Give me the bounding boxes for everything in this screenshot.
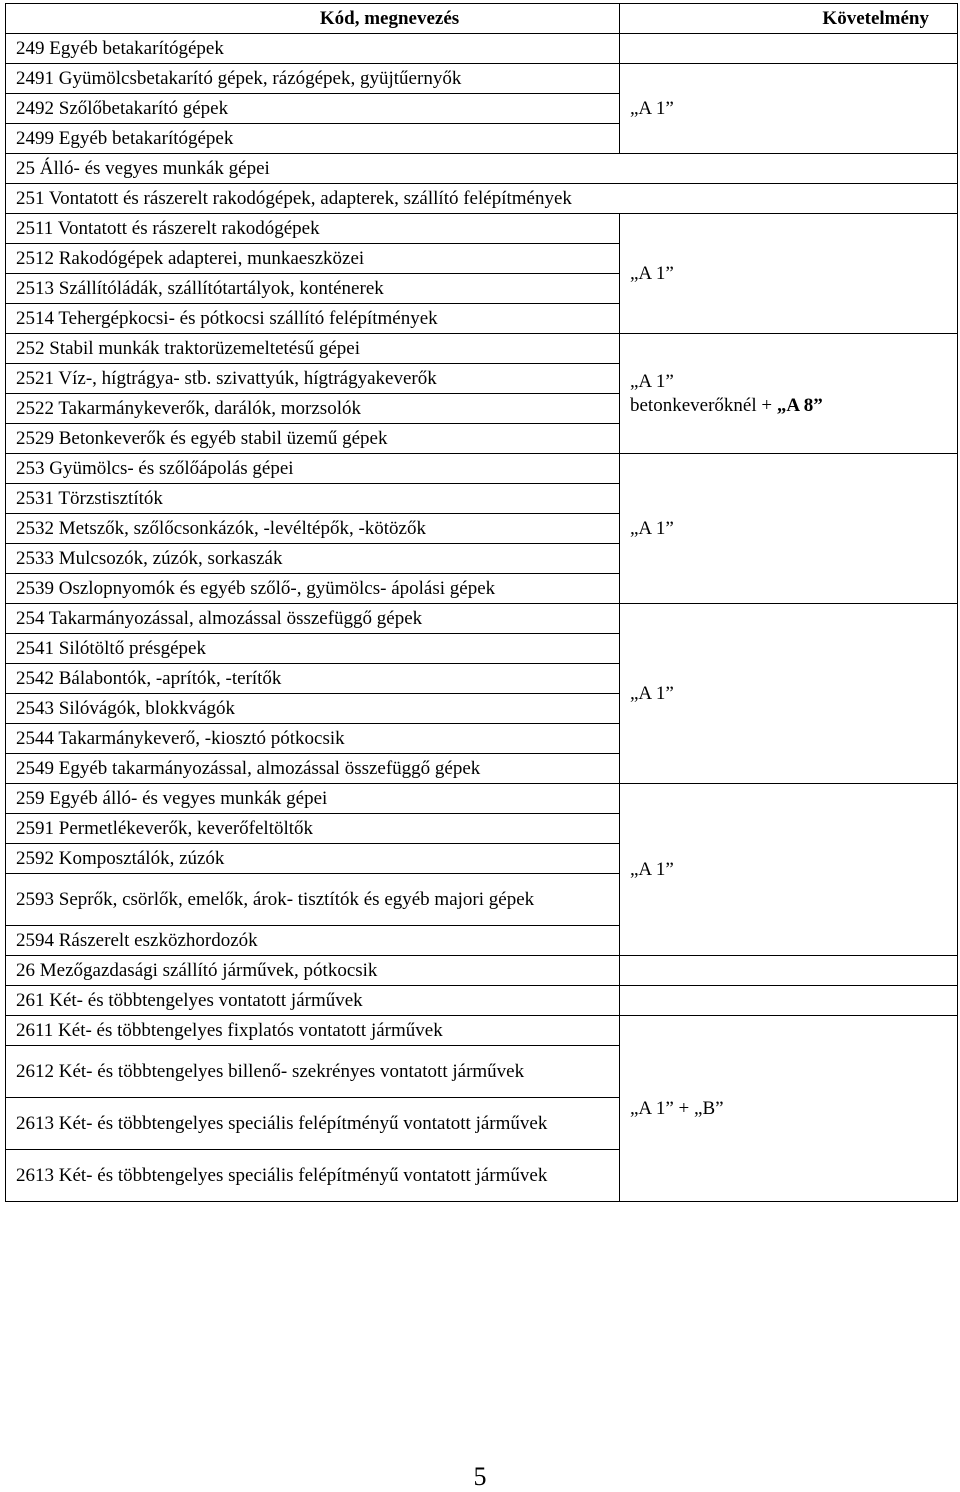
row-code-name: 254 Takarmányozással, almozással összefüggő gépek: [6, 604, 620, 634]
row-code-name: 249 Egyéb betakarítógépek: [6, 34, 620, 64]
row-code-name: 2539 Oszlopnyomók és egyéb szőlő-, gyümölcs- ápolási gépek: [6, 574, 620, 604]
row-code-name: 2549 Egyéb takarmányozással, almozással összefüggő gépek: [6, 754, 620, 784]
table-row: [6, 956, 958, 986]
row-code-name: 2533 Mulcsozók, zúzók, sorkaszák: [6, 544, 620, 574]
requirement-empty: [620, 956, 958, 986]
requirement-extra-code: „A 8”: [776, 394, 823, 416]
row-code-name: 2532 Metszők, szőlőcsonkázók, -levéltépők, -kötözők: [6, 514, 620, 544]
table-row: [6, 184, 958, 214]
requirement-main: „A 1”: [630, 370, 674, 392]
row-code-name: 2514 Tehergépkocsi- és pótkocsi szállító felépítmények: [6, 304, 620, 334]
row-code-name: 2611 Két- és többtengelyes fixplatós vontatott járművek: [6, 1016, 620, 1046]
requirement-cell: „A 1”: [620, 454, 958, 604]
table-row: [6, 214, 958, 244]
row-code-name: 2541 Silótöltő présgépek: [6, 634, 620, 664]
requirement-cell: „A 1” + „B”: [620, 1016, 958, 1202]
table-row: [6, 34, 958, 64]
row-code-name: 2592 Komposztálók, zúzók: [6, 844, 620, 874]
row-code-name: 251 Vontatott és rászerelt rakodógépek, adapterek, szállító felépítmények: [6, 184, 958, 214]
row-code-name: 2613 Két- és többtengelyes speciális felépítményű vontatott járművek: [6, 1150, 620, 1202]
requirement-empty: [620, 986, 958, 1016]
row-code-name: 2511 Vontatott és rászerelt rakodógépek: [6, 214, 620, 244]
requirement-cell: „A 1”: [620, 214, 958, 334]
row-code-name: 2491 Gyümölcsbetakarító gépek, rázógépek, gyüjtűernyők: [6, 64, 620, 94]
requirement-cell: [620, 334, 958, 454]
table-row: [6, 454, 958, 484]
page-number: 5: [473, 1462, 487, 1491]
requirement-cell: „A 1”: [620, 64, 958, 154]
row-code-name: 2612 Két- és többtengelyes billenő- szekrényes vontatott járművek: [6, 1046, 620, 1098]
row-code-name: 261 Két- és többtengelyes vontatott járművek: [6, 986, 620, 1016]
requirements-table: [5, 3, 958, 1202]
row-code-name: 2531 Törzstisztítók: [6, 484, 620, 514]
row-code-name: 2492 Szőlőbetakarító gépek: [6, 94, 620, 124]
row-code-name: 2513 Szállítóládák, szállítótartályok, konténerek: [6, 274, 620, 304]
requirement-extra-text: betonkeverőknél +: [630, 394, 777, 416]
row-code-name: 25 Álló- és vegyes munkák gépei: [6, 154, 958, 184]
row-code-name: 252 Stabil munkák traktorüzemeltetésű gépei: [6, 334, 620, 364]
row-code-name: 2591 Permetlékeverők, keverőfeltöltők: [6, 814, 620, 844]
row-code-name: 2593 Seprők, csörlők, emelők, árok- tisztítók és egyéb majori gépek: [6, 874, 620, 926]
requirement-extra: [630, 394, 951, 418]
row-code-name: 2613 Két- és többtengelyes speciális felépítményű vontatott járművek: [6, 1098, 620, 1150]
row-code-name: 2529 Betonkeverők és egyéb stabil üzemű gépek: [6, 424, 620, 454]
table-row: [6, 1016, 958, 1046]
row-code-name: 2594 Rászerelt eszközhordozók: [6, 926, 620, 956]
row-code-name: 2542 Bálabontók, -aprítók, -terítők: [6, 664, 620, 694]
header-requirement: Követelmény: [620, 4, 958, 34]
requirement-empty: [620, 34, 958, 64]
row-code-name: 2522 Takarmánykeverők, darálók, morzsolók: [6, 394, 620, 424]
row-code-name: 259 Egyéb álló- és vegyes munkák gépei: [6, 784, 620, 814]
row-code-name: 2543 Silóvágók, blokkvágók: [6, 694, 620, 724]
table-row: [6, 64, 958, 94]
table-row: [6, 604, 958, 634]
row-code-name: 253 Gyümölcs- és szőlőápolás gépei: [6, 454, 620, 484]
row-code-name: 2544 Takarmánykeverő, -kiosztó pótkocsik: [6, 724, 620, 754]
header-code-name: Kód, megnevezés: [6, 4, 620, 34]
table-row: [6, 784, 958, 814]
row-code-name: 2499 Egyéb betakarítógépek: [6, 124, 620, 154]
requirement-cell: „A 1”: [620, 784, 958, 956]
row-code-name: 26 Mezőgazdasági szállító járművek, pótkocsik: [6, 956, 620, 986]
row-code-name: 2512 Rakodógépek adapterei, munkaeszközei: [6, 244, 620, 274]
row-code-name: 2521 Víz-, hígtrágya- stb. szivattyúk, hígtrágyakeverők: [6, 364, 620, 394]
requirement-cell: „A 1”: [620, 604, 958, 784]
table-row: [6, 334, 958, 364]
table-row: [6, 986, 958, 1016]
table-row: [6, 154, 958, 184]
table-header: [6, 4, 958, 34]
